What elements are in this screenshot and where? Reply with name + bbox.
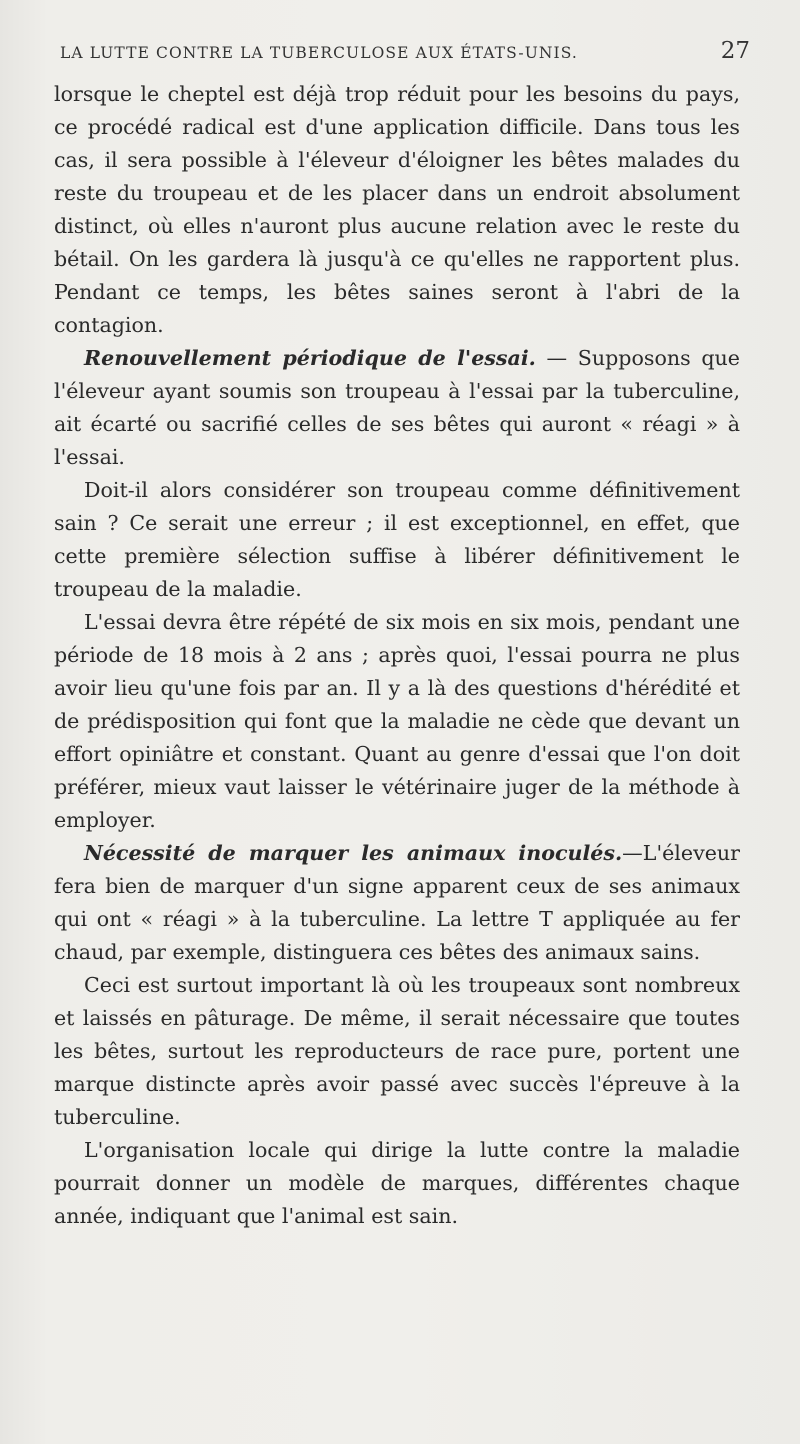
paragraph-text: — Supposons que l'éleveur ayant soumis son troupeau à l'essai par la tuberculine, ait écarté ou sacrifié celles de ses bêtes qui auront « réagi » à l'essai. xyxy=(54,346,740,469)
paragraph xyxy=(54,606,740,837)
paragraph-text: L'essai devra être répété de six mois en six mois, pendant une période de 18 mois à 2 ans ; après quoi, l'essai pourra ne plus avoir lieu qu'une fois par an. Il y a là des questions d'hérédité et de prédisposition qui font que la maladie ne cède que devant un effort opiniâtre et constant. Quant au genre d'essai que l'on doit préférer, mieux vaut laisser le vétérinaire juger de la méthode à employer. xyxy=(54,610,740,832)
page-number: 27 xyxy=(720,38,750,64)
paragraph-text: Doit-il alors considérer son troupeau comme définitivement sain ? Ce serait une erreur ; il est exceptionnel, en effet, que cette première sélection suffise à libérer définitivement le troupeau de la maladie. xyxy=(54,478,740,601)
paragraph-text: —L'éleveur fera bien de marquer d'un signe apparent ceux de ses animaux qui ont « réagi » à la tuberculine. La lettre T appliquée au fer chaud, par exemple, distinguera ces bêtes des animaux sains. xyxy=(54,841,740,964)
paragraph-necessite xyxy=(54,837,740,969)
body-text xyxy=(54,78,740,1233)
paragraph-text: L'organisation locale qui dirige la lutte contre la maladie pourrait donner un modèle de marques, différentes chaque année, indiquant que l'animal est sain. xyxy=(54,1138,740,1228)
section-heading: Nécessité de marquer les animaux inoculés. xyxy=(84,841,623,865)
paragraph xyxy=(54,474,740,606)
paragraph-text: lorsque le cheptel est déjà trop réduit pour les besoins du pays, ce procédé radical est d'une application difficile. Dans tous les cas, il sera possible à l'éleveur d'éloigner les bêtes malades du reste du troupeau et de les placer dans un endroit absolument distinct, où elles n'auront plus aucune relation avec le reste du bétail. On les gardera là jusqu'à ce qu'elles ne rapportent plus. Pendant ce temps, les bêtes saines seront à l'abri de la contagion. xyxy=(54,82,740,337)
paragraph xyxy=(54,969,740,1134)
running-title: LA LUTTE CONTRE LA TUBERCULOSE AUX ÉTATS-UNIS. xyxy=(60,44,578,62)
paragraph-continued xyxy=(54,78,740,342)
paragraph xyxy=(54,1134,740,1233)
running-head xyxy=(54,38,754,78)
section-heading: Renouvellement périodique de l'essai. xyxy=(84,346,536,370)
paragraph-text: Ceci est surtout important là où les troupeaux sont nombreux et laissés en pâturage. De même, il serait nécessaire que toutes les bêtes, surtout les reproducteurs de race pure, portent une marque distincte après avoir passé avec succès l'épreuve à la tuberculine. xyxy=(54,973,740,1129)
paragraph-renouvellement xyxy=(54,342,740,474)
